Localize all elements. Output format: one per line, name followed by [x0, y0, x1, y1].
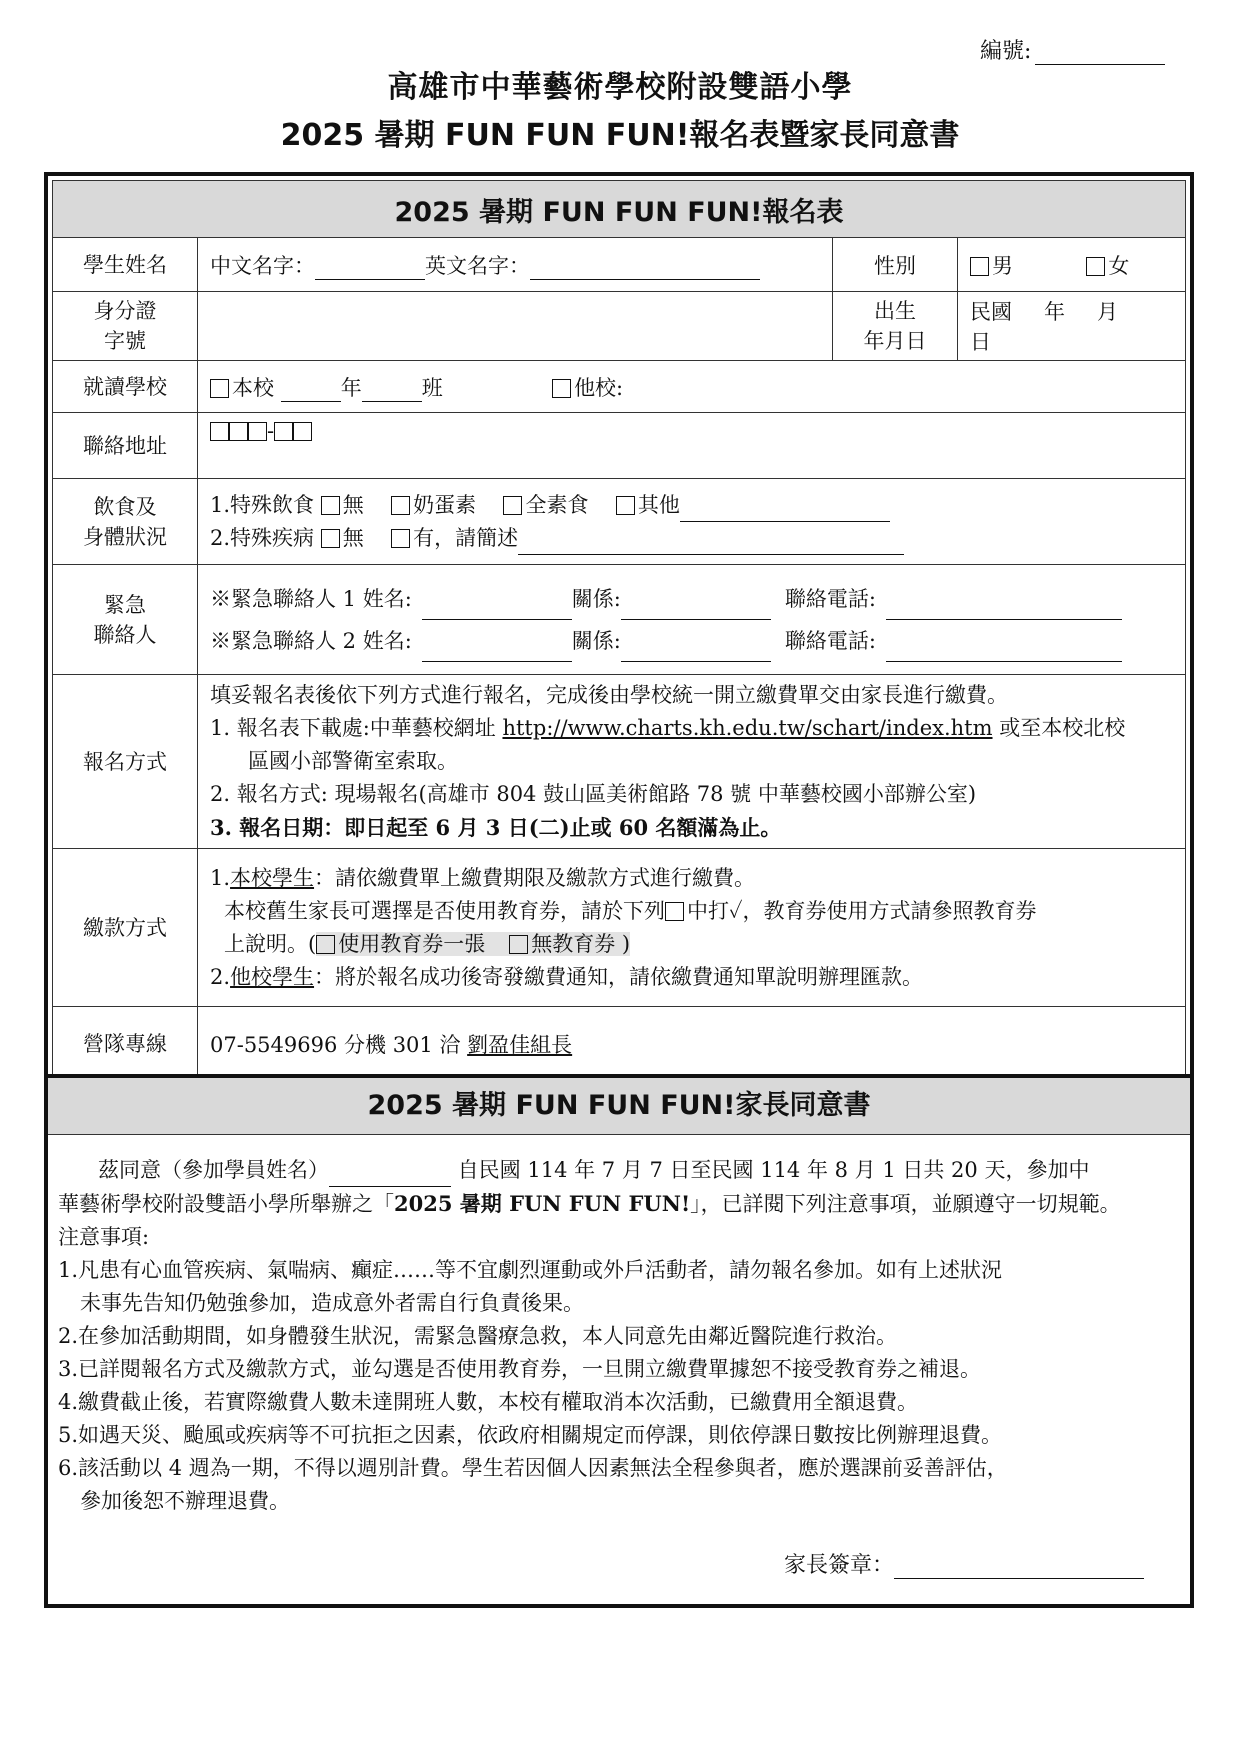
disease-none-checkbox[interactable] [321, 529, 340, 548]
school-cell [198, 361, 1186, 413]
chinese-name-field[interactable] [315, 257, 425, 280]
birth-date-field[interactable] [958, 292, 1186, 361]
female-checkbox[interactable] [1086, 257, 1105, 276]
birth-year: 年 [1044, 300, 1065, 324]
payment-other-school [210, 961, 1173, 994]
english-name-label: 英文名字： [425, 253, 530, 278]
diet-other-checkbox[interactable] [616, 496, 635, 515]
notes-title: 注意事項: [58, 1225, 150, 1249]
birth-day: 日 [970, 330, 991, 354]
hotline-phone: 07-5549696 分機 301 洽 [210, 1032, 468, 1057]
emergency-contact-2 [210, 620, 1173, 662]
contact1-name-field[interactable] [422, 597, 572, 620]
emergency-contact-1 [210, 578, 1173, 620]
registration-form [44, 172, 1194, 1078]
note-4: 4.繳費截止後，若實際繳費人數未達開班人數，本校有權取消本次活動，已繳費用全額退費。 [58, 1390, 919, 1414]
registration-heading: 2025 暑期 FUN FUN FUN!報名表 [53, 181, 1186, 238]
disease-description-field[interactable] [518, 532, 904, 555]
consent-heading: 2025 暑期 FUN FUN FUN!家長同意書 [48, 1078, 1190, 1135]
method-1-continued: 區國小部警衛室索取。 [248, 749, 458, 773]
birth-label-line1: 出生 [874, 299, 916, 323]
disease-yes-checkbox[interactable] [391, 529, 410, 548]
consent-intro-2 [58, 1187, 1178, 1221]
contact1-name-label: ※緊急聯絡人 1 姓名: [210, 586, 412, 611]
note-1-continued: 未事先告知仍勉強參加，造成意外者需自行負責後果。 [80, 1291, 584, 1315]
this-school-checkbox[interactable] [210, 379, 229, 398]
note-1: 1.凡患有心血管疾病、氣喘病、癲症……等不宜劇烈運動或外戶活動者，請勿報名參加。如有上述狀況 [58, 1258, 1003, 1282]
consent-intro-c: 華藝術學校附設雙語小學所舉辦之「 [58, 1192, 394, 1216]
note-3: 3.已詳閱報名方式及繳款方式，並勾選是否使用教育券，一旦開立繳費單據恕不接受教育券之補退。 [58, 1357, 982, 1381]
note-6-continued: 參加後恕不辦理退費。 [80, 1489, 290, 1513]
method-onsite: 2. 報名方式: 現場報名(高雄市 804 鼓山區美術館路 78 號 中華藝校國小部辦公室) [210, 782, 977, 806]
contact2-name-label: ※緊急聯絡人 2 姓名: [210, 628, 412, 653]
hotline-contact-person: 劉盈佳組長 [467, 1032, 573, 1057]
id-number-label [53, 292, 198, 361]
contact2-relation-label: 關係: [571, 628, 621, 653]
voucher-note-b: 中打✓，教育券使用方式請參照教育券 [687, 898, 1037, 923]
contact1-phone-label: 聯絡電話: [784, 586, 876, 611]
consent-intro-a: 茲同意（參加學員姓名） [98, 1158, 329, 1182]
this-school-label: 本校 [232, 375, 274, 400]
male-label: 男 [992, 253, 1013, 278]
consent-intro-d: 」，已詳閱下列注意事項，並願遵守一切規範。 [690, 1192, 1121, 1216]
diet-other-label: 其他 [637, 492, 680, 517]
voucher-note-a: 本校舊生家長可選擇是否使用教育券，請於下列 [224, 898, 665, 923]
method-deadline: 3. 報名日期：即日起至 6 月 3 日(二)止或 60 名額滿為止。 [210, 815, 782, 840]
student-name-label: 學生姓名 [53, 238, 198, 292]
emergency-label-line2: 聯絡人 [93, 622, 157, 647]
method-1-prefix: 1. 報名表下載處:中華藝校網址 [210, 716, 503, 740]
form-title: 2025 暑期 FUN FUN FUN!報名表暨家長同意書 [280, 118, 960, 153]
method-1-suffix: 或至本校北校 [992, 716, 1126, 740]
serial-number [980, 34, 1165, 65]
diet-health-cell [198, 479, 1186, 565]
diet-none-checkbox[interactable] [321, 496, 340, 515]
voucher-sample-box [665, 902, 684, 921]
school-label: 就讀學校 [53, 361, 198, 413]
participant-name-field[interactable] [329, 1164, 451, 1187]
school-website-link[interactable]: http://www.charts.kh.edu.tw/schart/index.htm [502, 716, 993, 740]
address-label: 聯絡地址 [53, 413, 198, 479]
grade-field[interactable] [281, 379, 341, 402]
school-title: 高雄市中華藝術學校附設雙語小學 [387, 70, 853, 105]
note-2: 2.在參加活動期間，如身體發生狀況，需緊急醫療急救，本人同意先由鄰近醫院進行救治。 [58, 1324, 898, 1348]
registration-table [52, 180, 1186, 1081]
disease-row [210, 522, 1173, 555]
signature-field[interactable] [894, 1556, 1144, 1579]
id-label-line2: 字號 [104, 329, 146, 353]
payment-voucher-note [210, 895, 1173, 928]
no-voucher-checkbox[interactable] [509, 935, 528, 954]
gender-label: 性別 [833, 238, 958, 292]
pay-1-who: 本校學生 [230, 865, 315, 890]
english-name-field[interactable] [530, 257, 760, 280]
use-voucher-label: 使用教育券一張 [338, 931, 486, 956]
pay-1-text: ：請依繳費單上繳費期限及繳款方式進行繳費。 [314, 865, 756, 890]
consent-body [58, 1154, 1178, 1518]
diet-egg-label: 奶蛋素 [413, 492, 477, 517]
pay-2-text: ：將於報名成功後寄發繳費通知，請依繳費通知單說明辦理匯款。 [314, 964, 924, 989]
consent-event-name: 2025 暑期 FUN FUN FUN! [394, 1191, 691, 1216]
payment-this-school [210, 862, 1173, 895]
diet-label-line1: 飲食及 [93, 494, 157, 519]
voucher-choice [316, 932, 630, 956]
other-school-label: 他校: [574, 375, 624, 400]
contact1-relation-field[interactable] [621, 597, 771, 620]
note-6: 6.該活動以 4 週為一期，不得以週別計費。學生若因個人因素無法全程參與者，應於選課前妥善評估， [58, 1456, 1008, 1480]
contact1-relation-label: 關係: [571, 586, 621, 611]
registration-method-cell [198, 675, 1186, 849]
disease-yes-label: 有，請簡述 [413, 525, 519, 550]
camp-hotline-cell [198, 1007, 1186, 1081]
registration-method-label: 報名方式 [53, 675, 198, 849]
id-number-field[interactable] [198, 292, 833, 361]
birth-month: 月 [1097, 300, 1118, 324]
voucher-note-end: ) [621, 931, 631, 956]
note-5: 5.如遇天災、颱風或疾病等不可抗拒之因素，依政府相關規定而停課，則依停課日數按比例辦理退費。 [58, 1423, 1003, 1447]
diet-label-line2: 身體狀況 [83, 524, 167, 549]
method-download [210, 712, 1173, 745]
diet-none-label: 無 [342, 492, 364, 517]
contact2-name-field[interactable] [422, 639, 572, 662]
consent-intro-b: 自民國 114 年 7 月 7 日至民國 114 年 8 月 1 日共 20 天，參加中 [451, 1158, 1090, 1182]
method-intro: 填妥報名表後依下列方式進行報名，完成後由學校統一開立繳費單交由家長進行繳費。 [210, 683, 1008, 707]
serial-label: 編號: [980, 39, 1032, 64]
other-school-checkbox[interactable] [552, 379, 571, 398]
consent-intro-1 [58, 1154, 1178, 1187]
class-label: 班 [421, 375, 443, 400]
id-label-line1: 身分證 [93, 299, 157, 323]
diet-other-field[interactable] [680, 499, 890, 522]
diet-egg-checkbox[interactable] [391, 496, 410, 515]
contact2-phone-label: 聯絡電話: [784, 628, 876, 653]
payment-method-cell [198, 849, 1186, 1007]
parent-signature [784, 1548, 1144, 1579]
parental-consent [44, 1074, 1194, 1608]
pay-2-who: 他校學生 [230, 964, 315, 989]
diet-vegan-checkbox[interactable] [503, 496, 522, 515]
use-voucher-checkbox[interactable] [316, 935, 335, 954]
birth-roc: 民國 [970, 300, 1012, 324]
student-name-cell [198, 238, 833, 292]
diet-prefix: 1.特殊飲食 [210, 492, 315, 517]
payment-method-label: 繳款方式 [53, 849, 198, 1007]
camp-hotline-label: 營隊專線 [53, 1007, 198, 1081]
emergency-label-line1: 緊急 [104, 592, 146, 617]
male-checkbox[interactable] [970, 257, 989, 276]
no-voucher-label: 無教育券 [531, 931, 622, 956]
disease-prefix: 2.特殊疾病 [210, 525, 315, 550]
birth-label [833, 292, 958, 361]
payment-voucher-options [210, 928, 1173, 961]
contact2-phone-field[interactable] [886, 639, 1122, 662]
emergency-contact-cell [198, 565, 1186, 675]
birth-label-line2: 年月日 [863, 329, 927, 353]
grade-label: 年 [340, 375, 362, 400]
contact2-relation-field[interactable] [621, 639, 771, 662]
diet-row [210, 489, 1173, 522]
gender-cell [958, 238, 1186, 292]
class-field[interactable] [362, 379, 422, 402]
emergency-contact-label [53, 565, 198, 675]
chinese-name-label: 中文名字： [210, 253, 315, 278]
pay-2-num: 2. [210, 964, 231, 989]
postal-code[interactable]: - [210, 419, 312, 443]
pay-1-num: 1. [210, 865, 231, 890]
female-label: 女 [1108, 253, 1130, 278]
diet-health-label [53, 479, 198, 565]
diet-vegan-label: 全素食 [525, 492, 589, 517]
contact1-phone-field[interactable] [886, 597, 1122, 620]
disease-none-label: 無 [342, 525, 364, 550]
voucher-note-c: 上說明。( [224, 931, 317, 956]
signature-label: 家長簽章： [784, 1553, 895, 1578]
address-cell [198, 413, 1186, 479]
